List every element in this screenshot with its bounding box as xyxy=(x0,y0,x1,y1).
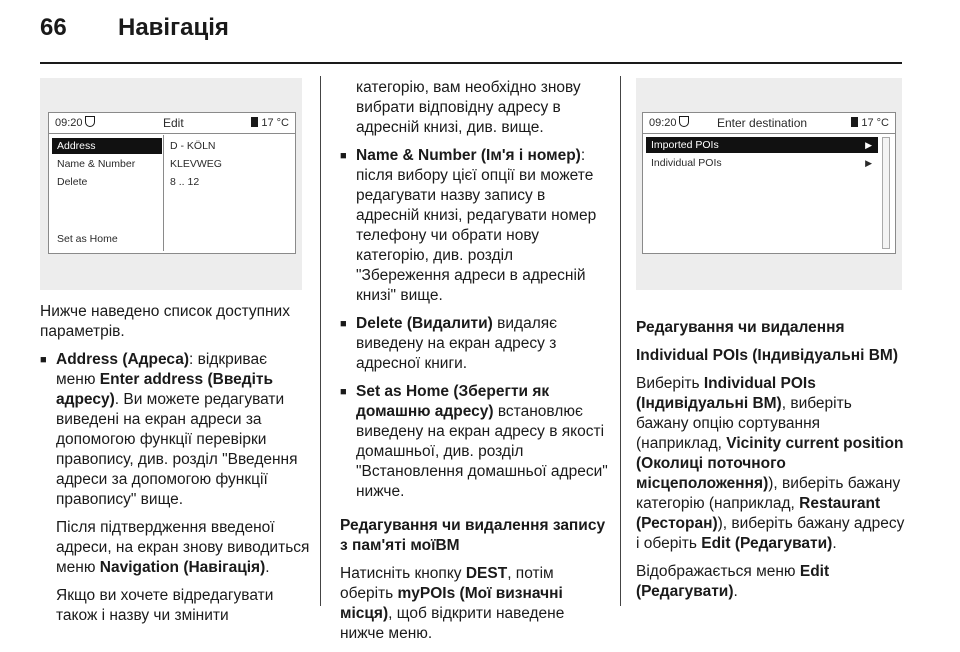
section-title: Навігація xyxy=(118,14,229,41)
menu-item-name-number[interactable]: Name & Number xyxy=(57,158,136,170)
status-bar xyxy=(49,113,295,134)
option-name-number: ■ Name & Number (Ім'я і номер): після вибору цієї опції ви можете редагувати назву запису в адресній книзі, редагувати номер телефону чи обрати нову категорію, див. розділ "Збереження адреси в адресній книзі" вище. xyxy=(340,146,608,306)
paragraph-edit-name: Якщо ви хочете відредагувати також і назву чи змінити xyxy=(56,587,274,624)
value-street: KLEVWEG xyxy=(170,158,222,170)
list-item-imported-pois[interactable]: Imported POIs ▶ xyxy=(646,137,878,153)
temperature: 17 °C xyxy=(851,117,889,129)
figure-destination-screen xyxy=(636,78,902,290)
column-divider-2 xyxy=(620,76,621,606)
status-bar xyxy=(643,113,895,134)
thermometer-icon xyxy=(851,117,858,127)
list-item-individual-pois[interactable]: Individual POIs ▶ xyxy=(651,157,872,169)
paragraph-category: категорію, вам необхідно знову вибрати відповідну адресу в адресній книзі, див. вище. xyxy=(356,79,581,136)
edit-screen xyxy=(48,112,296,254)
heading-edit-mypoi: Редагування чи видалення запису з пам'яті моїВМ xyxy=(340,517,606,554)
clock: 09:20 xyxy=(649,117,677,129)
paragraph-edit-menu: Відображається меню Edit (Редагувати). xyxy=(636,563,830,600)
destination-screen xyxy=(642,112,896,254)
screen-divider xyxy=(163,135,164,251)
screen-title: Enter destination xyxy=(717,116,808,130)
scrollbar[interactable] xyxy=(882,137,890,249)
menu-item-set-as-home[interactable]: Set as Home xyxy=(57,233,118,245)
column-1 xyxy=(40,302,310,634)
paragraph-confirm: Після підтвердження введеної адреси, на екран знову виводиться меню Navigation (Навігація). xyxy=(56,519,310,576)
option-set-as-home: ■ Set as Home (Зберегти як домашню адресу) встановлює виведену на екран адресу в якості домашньої, див. розділ "Встановлення домашньої адреси" нижче. xyxy=(340,382,608,502)
column-2 xyxy=(340,78,608,652)
column-3 xyxy=(636,318,906,610)
intro-text: Нижче наведено список доступних параметрів. xyxy=(40,303,290,340)
page-header xyxy=(0,0,960,62)
chevron-right-icon: ▶ xyxy=(865,140,872,150)
heading-individual-pois: Individual POIs (Індивідуальні ВМ) xyxy=(636,347,898,364)
page-number: 66 xyxy=(40,14,67,41)
shield-icon xyxy=(85,116,95,127)
shield-icon xyxy=(679,116,689,127)
figure-edit-screen xyxy=(40,78,302,290)
paragraph-dest: Натисніть кнопку DEST, потім оберіть myPOIs (Мої визначні місця), щоб відкрити наведене нижче меню. xyxy=(340,565,565,642)
clock: 09:20 xyxy=(55,117,83,129)
temperature: 17 °C xyxy=(251,117,289,129)
header-rule xyxy=(40,62,902,64)
thermometer-icon xyxy=(251,117,258,127)
option-address: ■ Address (Адреса): відкриває меню Enter address (Введіть адресу). Ви можете редагувати виведені на екран адреси за допомогою функції перевірки правопису, див. розділ "Введення адреси за допомогою функції правопису" вище. xyxy=(40,350,310,510)
option-delete: ■ Delete (Видалити) видаляє виведену на екран адресу з адресної книги. xyxy=(340,314,608,374)
column-divider-1 xyxy=(320,76,321,606)
chevron-right-icon: ▶ xyxy=(865,158,872,168)
paragraph-individual-pois: Виберіть Individual POIs (Індивідуальні ВМ), виберіть бажану опцію сортування (наприклад, Vicinity current position (Околиці поточного місцеположення)), виберіть бажану категорію (наприклад, Restaurant (Ресторан)), виберіть бажану адресу і оберіть Edit (Редагувати). xyxy=(636,375,905,552)
screen-title: Edit xyxy=(163,116,184,130)
value-city: D - KÖLN xyxy=(170,140,216,152)
menu-item-address[interactable]: Address xyxy=(52,138,162,154)
value-house-number: 8 .. 12 xyxy=(170,176,200,188)
heading-edit-delete: Редагування чи видалення xyxy=(636,319,845,336)
menu-item-delete[interactable]: Delete xyxy=(57,176,88,188)
